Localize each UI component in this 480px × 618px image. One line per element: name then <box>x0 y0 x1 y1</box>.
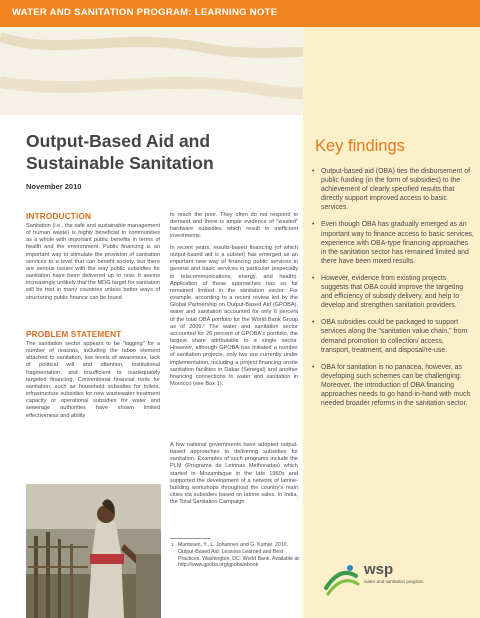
page-title: Output-Based Aid and Sustainable Sanitation <box>26 131 214 173</box>
key-finding-item <box>312 318 474 354</box>
key-finding-text: However, evidence from existing projects suggests that OBA could improve the targeting and efficiency of subsidy delivery, and help to develop and strengthen sanitation providers. <box>321 274 464 310</box>
photo-illustration <box>26 484 161 618</box>
key-finding-item <box>312 363 474 408</box>
key-finding-text: OBA for sanitation is no panacea, however, as developing such schemes can be challenging. Moreover, the introduction of OBA financing approaches needs to go hand-in-hand with much needed broader reforms in the sanitation sector. <box>321 363 471 408</box>
footnote-number: 1 <box>171 542 174 547</box>
intro-heading: INTRODUCTION <box>26 212 92 221</box>
key-finding-text: Output-based aid (OBA) ties the disbursement of public funding (in the form of subsidies) to the achievement of clearly specified results that directly support improved access to basic services. <box>321 168 470 212</box>
body-paragraph-2: In recent years, results-based financing (of which output-based aid is a subset) has emerged as an important new way of financing public services in general and basic services in particular (especially in telecommunications, energy, and health). Application of these approaches has so far remained limited in the sanitation sector. For example, according to a recent review led by the Global Partnership on Output-Based Aid (GPOBA), water and sanitation accounted for only 6 percent of the total OBA portfolio for the World Bank Group as of 2009.¹ The water and sanitation sector accounted for 26 percent of GPOBA's portfolio, the largest share attributable to a single sector. However, although GPOBA has initiated a number of sanitation projects, only two are currently under implementation, including a project financing onsite sanitation facilities in Dakar (Senegal) and another financing connections to water and sanitation in Morocco (see Box 1). <box>170 245 298 387</box>
footnote-text: Mumssen, Y., L. Johannes and G. Kumar. 2010. Output-Based Aid: Lessons Learned and Best Practices. Washington, DC: World Bank. Available at: http://www.gpoba.org/gpoba/ebook <box>178 542 301 569</box>
header-bar <box>0 0 480 27</box>
logo-name: wsp <box>364 561 394 578</box>
bullet-glyph: • <box>312 221 315 229</box>
bullet-glyph: • <box>312 319 315 327</box>
key-findings-list <box>312 167 474 416</box>
sanitation-photo <box>26 484 161 618</box>
key-finding-item <box>312 274 474 310</box>
program-label: WATER AND SANITATION PROGRAM: LEARNING NOTE <box>12 7 278 18</box>
bullet-glyph: • <box>312 363 315 371</box>
key-finding-text: OBA subsidies could be packaged to support services along the "sanitation value chain," from demand promotion to collection/ access, transport, treatment, and disposal/re-use. <box>321 319 468 354</box>
footnote-divider <box>170 538 210 539</box>
bullet-glyph: • <box>312 274 315 282</box>
body-paragraph-3: A few national governments have adopted output-based approaches to delivering subsidies for sanitation. Examples of such programs include the PLM (Programa de Letrinas Melhoradas) which started in Mozambique in the late 1960s and supported the development of a network of latrine-building workshops throughout the country's main cities via subsidies based on latrine sales. In India, the Total Sanitation Campaign <box>170 442 298 506</box>
problem-text: The sanitation sector appears to be "lagging" for a number of reasons, including the taboo element attached to sanitation, low levels of awareness, lack of political will and attention, institutional fragmentation, and insufficient or inadequately targeted financing. Conventional financial tools for sanitation, such as household subsidies for toilets, infrastructure subsidies for new wastewater treatment capacity or operational subsidies for water and sewerage authorities have shown limited effectiveness and ability <box>26 341 160 419</box>
logo-subtitle: water and sanitation program <box>364 579 424 584</box>
intro-text: Sanitation (i.e., the safe and sustainable management of human waste) is highly beneficial to communities as a whole with important public benefits in terms of health and the environment. Public financing is an important way to stimulate the provision of sanitation services to a level that can benefit society, but there are serious issues with the way public subsidies for sanitation have been delivered up to now. It seems increasingly unlikely that the MDG target for sanitation will be met in many countries unless better ways of structuring public finance can be found. <box>26 223 161 301</box>
publication-date: November 2010 <box>26 182 82 191</box>
problem-heading: PROBLEM STATEMENT <box>26 330 122 339</box>
bullet-glyph: • <box>312 168 315 175</box>
key-finding-item <box>312 167 474 212</box>
key-findings-title: Key findings <box>315 137 405 155</box>
key-finding-item <box>312 220 474 265</box>
key-finding-text: Even though OBA has gradually emerged as an important way to finance access to basic services, experience with OBA-type financing approaches in the sanitation sector has remained limited and there have been mixed results. <box>321 221 474 265</box>
body-paragraph-1: to reach the poor. They often do not respond to demand and there is ample evidence of "wasted" hardware subsidies which result in inefficient investments. <box>170 212 298 240</box>
